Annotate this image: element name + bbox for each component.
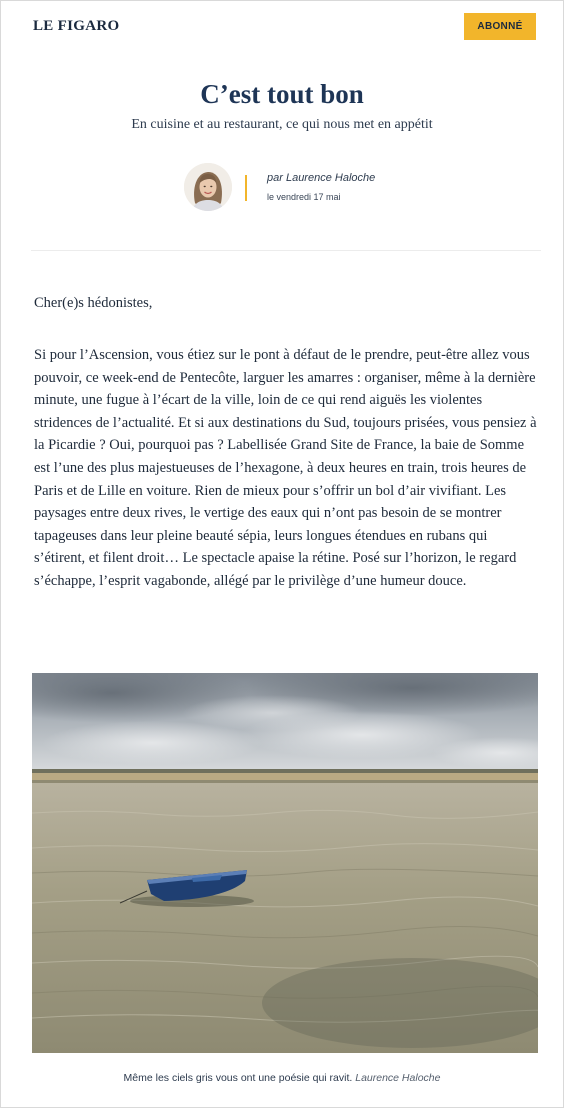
author-avatar	[184, 163, 232, 211]
photo-caption	[1, 1072, 563, 1084]
caption-text: Même les ciels gris vous ont une poésie qui ravit.	[123, 1072, 353, 1084]
boat-landscape-image	[32, 673, 538, 1053]
author-name: par Laurence Haloche	[267, 172, 376, 184]
baie-de-somme-photo	[32, 673, 538, 1053]
author-portrait-icon	[184, 163, 232, 211]
publish-date: le vendredi 17 mai	[267, 192, 341, 202]
author-block	[184, 163, 404, 213]
author-separator	[245, 175, 247, 201]
header-divider	[31, 250, 541, 251]
subscriber-button[interactable]: ABONNÉ	[464, 13, 536, 40]
article-paragraph: Si pour l’Ascension, vous étiez sur le pont à défaut de le prendre, peut-être allez vous pouvoir, ce week-end de Pentecôte, larguer les amarres : organiser, même à la dernière minute, une fugue à l’écart de la ville, loin de ce qui rend aiguës les violentes stridences de l’actualité. Et si aux destinations du Sud, toujours prisées, vous pensiez à la Picardie ? Oui, pourquoi pas ? Labellisée Grand Site de France, la baie de Somme est l’une des plus majestueuses de l’hexagone, à deux heures en train, trois heures de Paris et de Lille en voiture. Rien de mieux pour s’offrir un bol d’air vivifiant. Les paysages entre deux rives, le vertige des eaux qui n’ont pas besoin de se montrer tapageuses dans leur pleine beauté sépia, leurs longues étendues en rubans qui s’étirent, et filent droit… Le spectacle apaise la rétine. Posé sur l’horizon, le regard s’échappe, l’esprit vagabonde, allégé par le privilège d’une humeur douce.	[34, 347, 537, 589]
top-bar	[1, 1, 563, 53]
photo-credit: Laurence Haloche	[355, 1072, 441, 1084]
salutation: Cher(e)s hédonistes,	[34, 295, 153, 311]
le-figaro-logo[interactable]: LE FIGARO	[33, 18, 120, 34]
newsletter-subtitle: En cuisine et au restaurant, ce qui nous met en appétit	[131, 117, 433, 132]
newsletter-title: C’est tout bon	[200, 79, 364, 109]
